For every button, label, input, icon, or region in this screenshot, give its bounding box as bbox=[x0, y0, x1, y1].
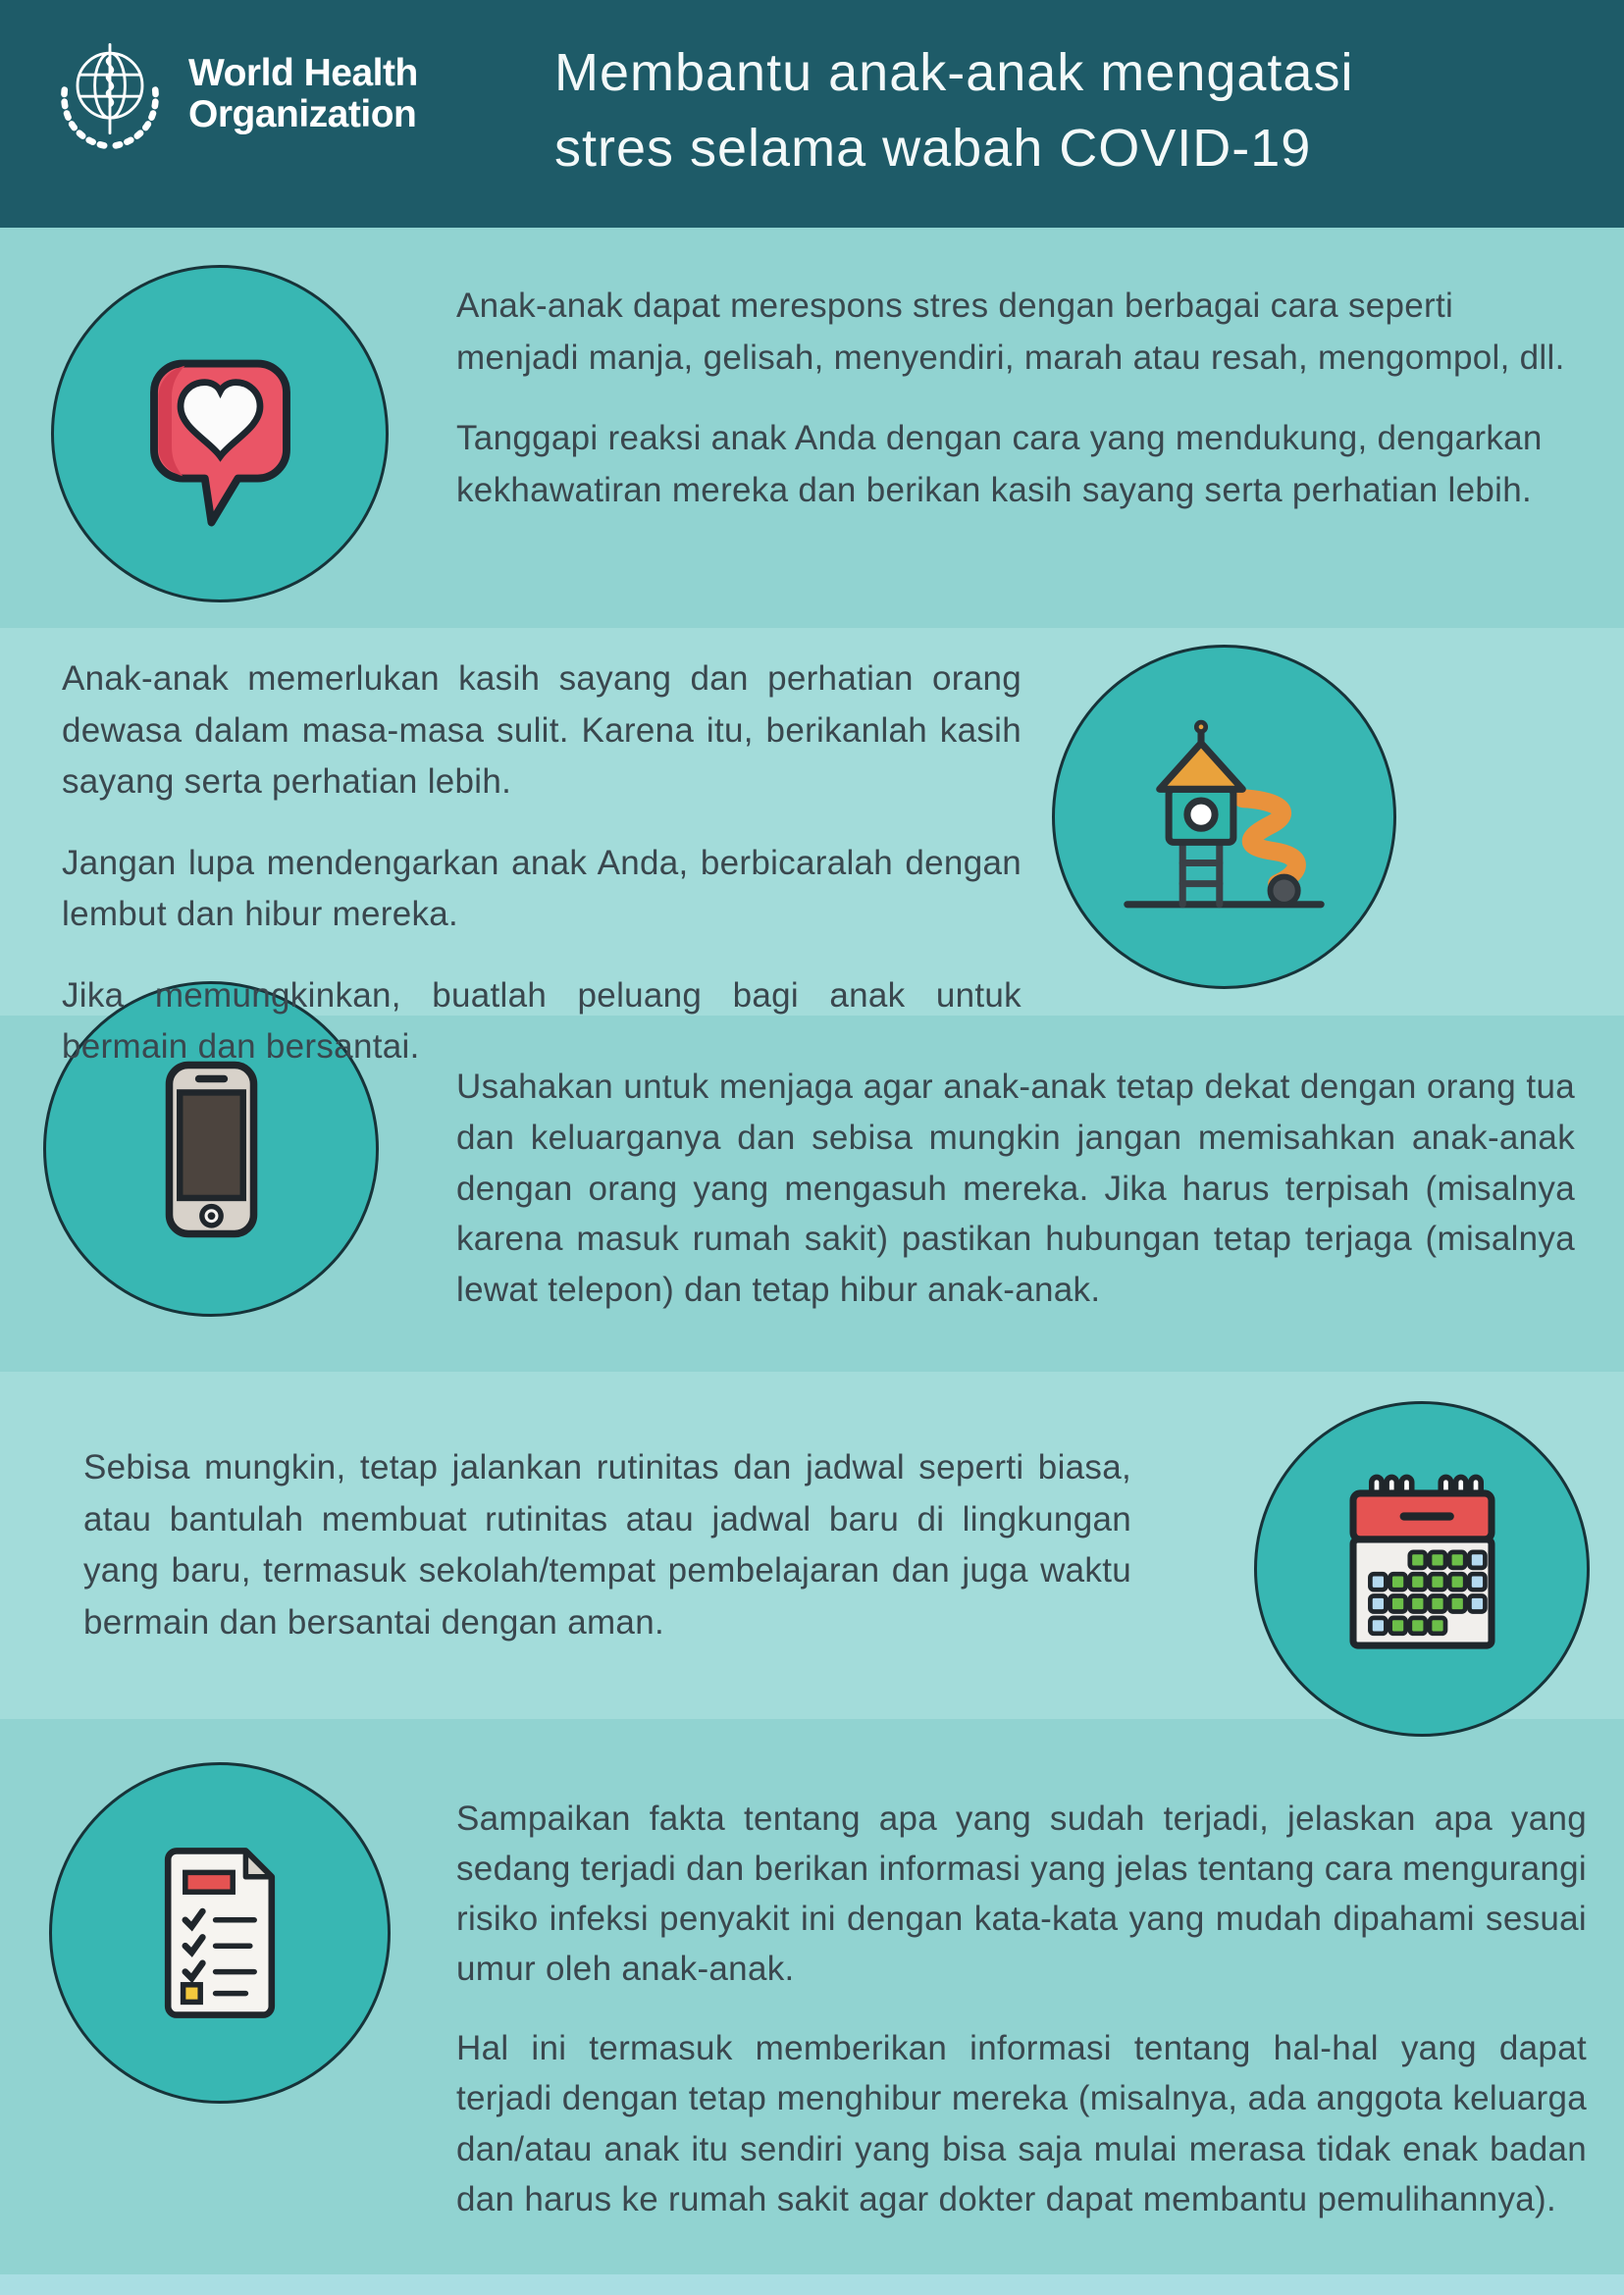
checklist-document-icon bbox=[112, 1825, 328, 2041]
section2-paragraph1: Anak-anak memerlukan kasih sayang dan perhatian orang dewasa dalam masa-masa sulit. Karena itu, berikanlah kasih sayang serta perhatian lebih. bbox=[62, 659, 1022, 801]
section1-paragraph2: Tanggapi reaksi anak Anda dengan cara yang mendukung, dengarkan kekhawatiran mereka dan berikan kasih sayang serta perhatian lebih. bbox=[456, 419, 1543, 509]
section2-paragraph3: Jika memungkinkan, buatlah peluang bagi anak untuk bermain dan bersantai. bbox=[62, 975, 1022, 1066]
section5-icon-circle bbox=[49, 1762, 391, 2104]
who-logo bbox=[45, 29, 418, 159]
page-title-line2: stres selama wabah COVID-19 bbox=[554, 118, 1312, 178]
section5-text bbox=[456, 1794, 1587, 2254]
page-title bbox=[554, 35, 1353, 185]
section2-icon-circle bbox=[1052, 645, 1396, 989]
section4-paragraph1: Sebisa mungkin, tetap jalankan rutinitas dan jadwal seperti biasa, atau bantulah membuat rutinitas atau jadwal baru di lingkungan yang baru, termasuk sekolah/tempat pembelajaran dan juga waktu bermain dan bersantai dengan aman. bbox=[83, 1448, 1131, 1642]
section4-icon-circle bbox=[1254, 1401, 1590, 1737]
calendar-icon bbox=[1307, 1454, 1538, 1685]
who-emblem-icon bbox=[45, 29, 175, 159]
heart-speech-bubble-icon bbox=[110, 324, 331, 545]
section2-paragraph2: Jangan lupa mendengarkan anak Anda, berbicaralah dengan lembut dan hibur mereka. bbox=[62, 843, 1022, 933]
who-logo-text-line1: World Health bbox=[188, 52, 418, 95]
who-logo-text-line2: Organization bbox=[188, 93, 417, 135]
section3-paragraph1: Usahakan untuk menjaga agar anak-anak tetap dekat dengan orang tua dan keluarganya dan sebisa mungkin jangan memisahkan anak-anak dengan orang yang mengasuh mereka. Jika harus terpisah (misalnya karena masuk rumah sakit) pastikan hubungan tetap terjaga (misalnya lewat telepon) dan tetap hibur anak-anak. bbox=[456, 1068, 1575, 1310]
who-logo-text bbox=[188, 53, 418, 134]
page-title-line1: Membantu anak-anak mengatasi bbox=[554, 43, 1354, 102]
section1-icon-circle bbox=[51, 265, 389, 602]
section5-paragraph1: Sampaikan fakta tentang apa yang sudah terjadi, jelaskan apa yang sedang terjadi dan berikan informasi yang jelas tentang cara mengurangi risiko infeksi penyakit ini dengan kata-kata yang mudah dipahami sesuai umur oleh anak-anak. bbox=[456, 1799, 1587, 1989]
playground-slide-icon bbox=[1109, 702, 1339, 932]
section1-paragraph1: Anak-anak dapat merespons stres dengan berbagai cara seperti menjadi manja, gelisah, menyendiri, marah atau resah, mengompol, dll. bbox=[456, 287, 1565, 377]
section1-text bbox=[456, 281, 1575, 546]
section3-text bbox=[456, 1062, 1575, 1345]
section2-text bbox=[62, 653, 1022, 1103]
footer-band bbox=[0, 2274, 1624, 2295]
section5-paragraph2: Hal ini termasuk memberikan informasi tentang hal-hal yang dapat terjadi dengan tetap menghibur mereka (misalnya, ada anggota keluarga dan/atau anak itu sendiri yang bisa saja mulai merasa tidak enak badan dan harus ke rumah sakit agar dokter dapat membantu pemulihannya). bbox=[456, 2029, 1587, 2218]
section4-text bbox=[83, 1442, 1131, 1678]
